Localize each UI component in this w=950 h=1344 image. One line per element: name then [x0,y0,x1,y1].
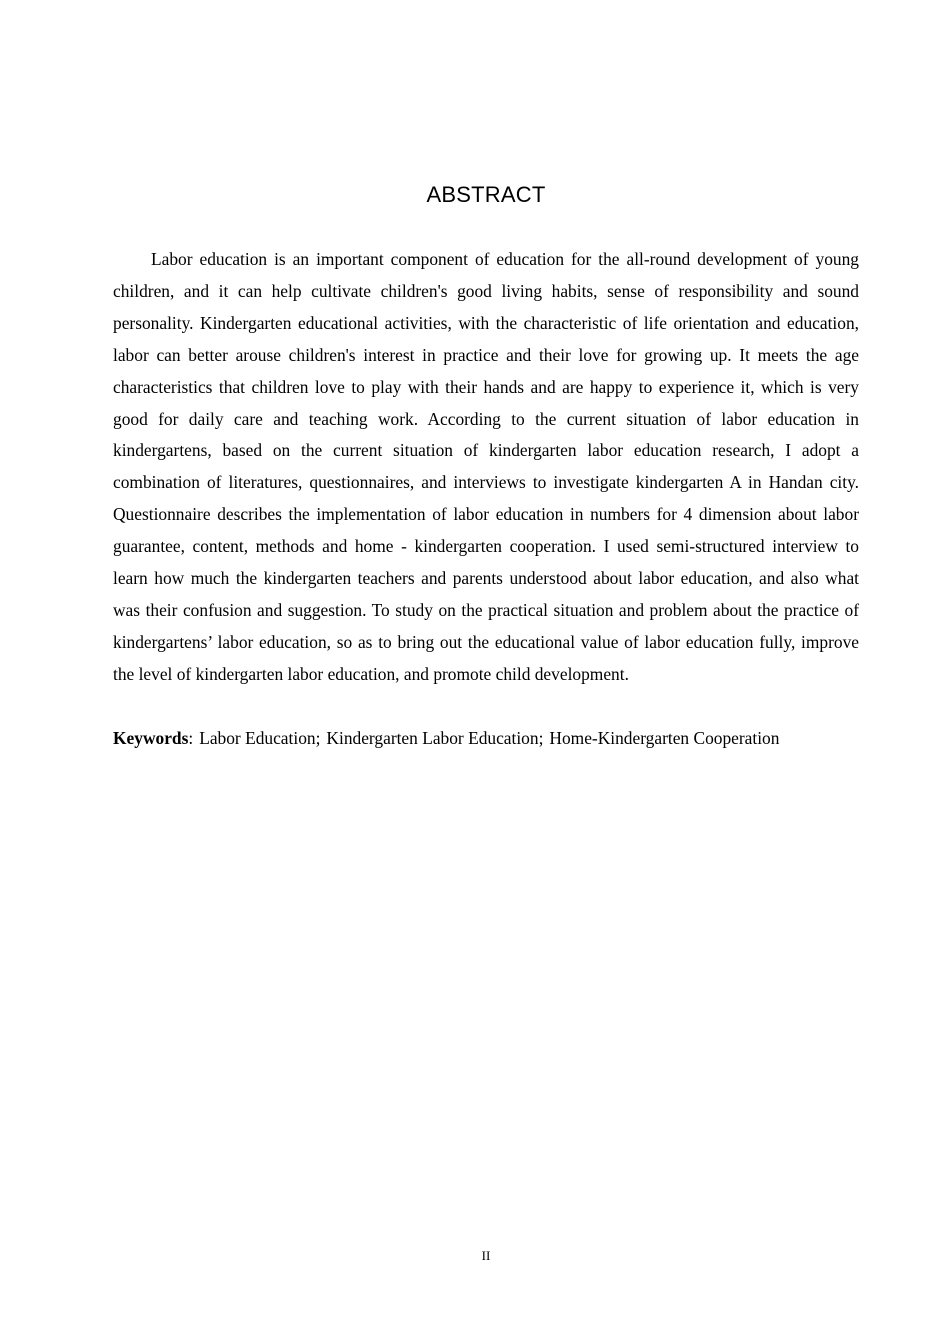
abstract-body [113,244,859,755]
keyword-3: Home-Kindergarten Cooperation [549,727,780,748]
keywords-label: Keywords [113,727,189,748]
keyword-2: Kindergarten Labor Education; [326,727,544,748]
page-number: II [481,1248,491,1263]
abstract-paragraph: Labor education is an important component of education for the all-round development of young children, and it can help cultivate children's good living habits, sense of responsibility and sound personality. Kindergarten educational activities, with the characteristic of life orientation and education, labor can better arouse children's interest in practice and their love for growing up. It meets the age characteristics that children love to play with their hands and are happy to experience it, which is very good for daily care and teaching work. According to the current situation of labor education in kindergartens, based on the current situation of kindergarten labor education research, I adopt a combination of literatures, questionnaires, and interviews to investigate kindergarten A in Handan city. Questionnaire describes the implementation of labor education in numbers for 4 dimension about labor guarantee, content, methods and home - kindergarten cooperation. I used semi-structured interview to learn how much the kindergarten teachers and parents understood about labor education, and also what was their confusion and suggestion. To study on the practical situation and problem about the practice of kindergartens’ labor education, so as to bring out the educational value of labor education fully, improve the level of kindergarten labor education, and promote child development. [113,249,859,684]
keywords-colon: : [188,727,194,748]
keyword-1: Labor Education; [199,727,321,748]
abstract-title: ABSTRACT [426,182,546,207]
keywords-line [113,723,859,755]
